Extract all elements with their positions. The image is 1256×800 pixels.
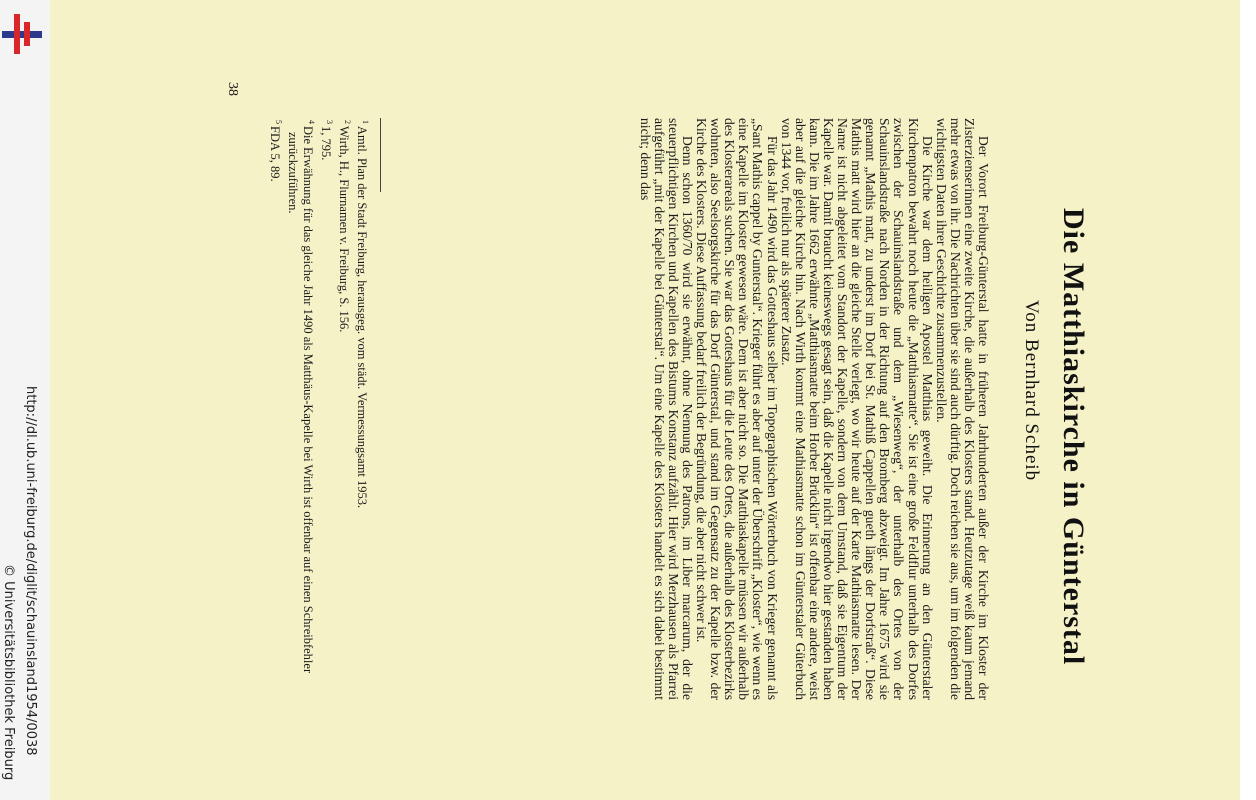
footnote-text: Wirth, H., Flurnamen v. Freiburg, S. 156. (336, 126, 351, 333)
page-number: 38 (225, 82, 240, 96)
paragraph: Die Kirche war dem heiligen Apostel Matthias geweiht. Die Erinnerung an den Günterstaler Kirchenpatron bewahrt noch heute die „Matthiasmatte“. Sie ist eine große Feldflur unterhalb des Dorfes zwischen der Schauinslandstraße und dem „Wiesenweg“, der unterhalb des Ortes von der Schauinslandstraße nach Norden in der Richtung auf den Bromberg abzweigt. Im Jahre 1675 wird sie genannt „Mathis matt, zu underst im Dorf bei St. Mathiß Cappellen gueth längs der Dorfstraß“. Diese Mathis matt wird hier an die gleiche Stelle verlegt, wo wir heute auf der Karte Mathiasmatte lesen. Der Name ist nicht abgeleitet vom Standort der Kapelle, sondern von dem Umstand, daß sie Eigentum der Kapelle war. Damit braucht keineswegs gesagt sein, daß die Kapelle nicht irgendwo hier gestanden haben kann. Die im Jahre 1662 erwähnte „Matthiasmatte beim Horber Brücklin“ ist offenbar eine andere, weist aber auf die gleiche Kirche hin. Nach Wirth kommt eine Mathiasmatte schon im Günterstaler Güterbuch von 1344 vor, freilich nur als späterer Zusatz. (778, 118, 935, 700)
page-title: Die Matthiaskirche in Günterstal (1057, 208, 1090, 666)
footnote (267, 120, 285, 702)
author-byline: Von Bernhard Scheib (1021, 300, 1042, 482)
paragraph: Der Vorort Freiburg-Günterstal hatte in früheren Jahrhunderten außer der Kirche im Kloster der Zisterzienserinnen eine zweite Kirche, die außerhalb des Klosters stand. Heutzutage weiß kaum jemand mehr etwas von ihr. Die Nachrichten über sie sind auch dürftig. Doch reichen sie aus, um im folgenden die wichtigsten Daten ihrer Geschichte zusammenzustellen. (933, 118, 991, 700)
viewer-scroll-edge (1240, 0, 1256, 800)
footnote-divider (380, 118, 381, 192)
footnote (285, 120, 318, 702)
footnote (318, 120, 336, 702)
footnote (336, 120, 354, 702)
paragraph: Denn schon 1360/70 wird sie erwähnt, ohne Nennung des Patrons, im Liber marcarum, der die steuerpflichtigen Kirchen und Kapellen des Bistums Konstanz aufzählt. Hier wird Merzhausen als Pfarrei aufgeführt „mit der Kapelle bei Günterstal“. Um eine Kapelle des Klosters handelt es sich dabei bestimmt nicht; denn das (637, 118, 696, 700)
university-library-logo[interactable] (2, 14, 42, 54)
body-text (638, 118, 990, 700)
footnote (354, 120, 372, 702)
paragraph: Für das Jahr 1490 wird das Gotteshaus selber im Topographischen Wörterbuch von Krieger genannt als „Sant Mathis cappel by Gunterstal“. Krieger führt es aber auf unter der Überschrift „Kloster“, wie wenn es eine Kapelle im Kloster gewesen wäre. Dem ist aber nicht so. Die Matthiaskapelle müssen wir außerhalb des Klosterareals suchen. Sie war das Gotteshaus für die Leute des Ortes, die außerhalb des Klosterbezirks wohnten, also Seelsorgskirche für das Dorf Günterstal, und stand im Gegensatz zu der Kapelle bzw. der Kirche des Klosters. Diese Auffassung bedarf freilich der Begründung, die aber nicht schwer ist. (694, 118, 780, 700)
footnotes (267, 120, 372, 702)
footnote-number: 3 (325, 120, 335, 124)
footnote-number: 1 (361, 120, 370, 124)
footnote-text: Die Erwähnung für das gleiche Jahr 1490 als Matthäus-Kapelle bei Wirth ist offenbar auf einen Schreibfehler zurückzuführen. (286, 126, 315, 674)
footnote-text: Amtl. Plan der Stadt Freiburg, herausgeg. vom städt. Vermessungsamt 1953. (354, 126, 369, 509)
scanned-page (50, 0, 1240, 800)
footnote-text: 1, 795. (318, 126, 333, 161)
footnote-number: 2 (343, 120, 353, 124)
viewer-sidebar (0, 0, 50, 800)
footnote-number: 5 (274, 120, 284, 124)
copyright-notice: © Universitätsbibliothek Freiburg (1, 564, 16, 781)
footnote-text: FDA 5, 89. (268, 126, 283, 182)
footnote-number: 4 (307, 120, 317, 124)
document-url[interactable]: http://dl.ub.uni-freiburg.de/diglit/schauinsland1954/0038 (23, 386, 38, 756)
